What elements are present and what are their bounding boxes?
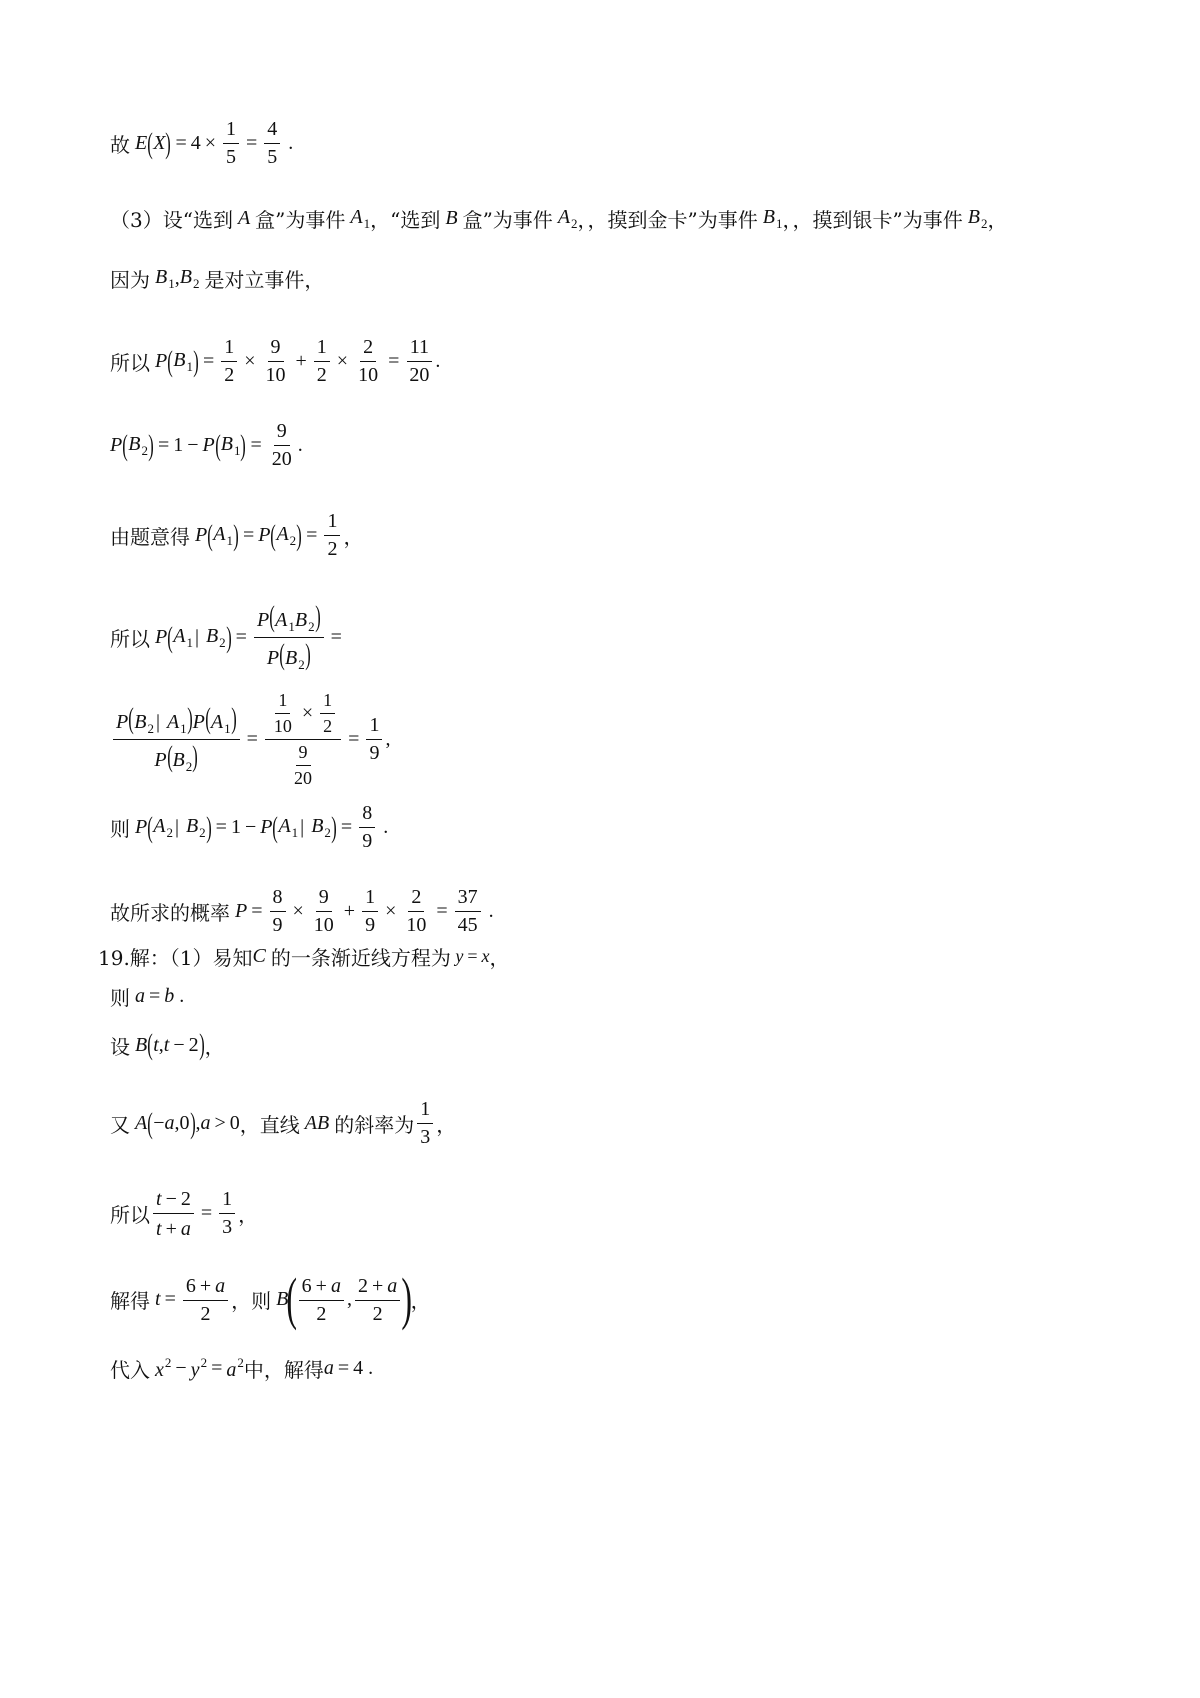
event-definition-line: （3）设“选到 A 盒”为事件 $A_1$ ，“选到 B 盒”为事件 $A_2$ ，，摸到金卡”为事件 $B_1$ ，，摸到银卡”为事件 $B_2$ ， xyxy=(110,205,1008,232)
formula-line-ratio: 所以 $\frac{t - 2}{t + a}$ = $\frac{1}{3}$ ， xyxy=(110,1188,259,1240)
text-segment: 盒”为事件 xyxy=(462,208,553,232)
text-segment: 是对立事件， xyxy=(204,268,325,292)
text-segment: 又 xyxy=(110,1113,130,1137)
formula-line-pa: 由题意得 P ( $A_1$ ) = P ( $A_2$ ) = $\frac{1}{2}$ ， xyxy=(110,510,364,560)
formula-line-set-b: 设 B ( t , t − 2 ) ， xyxy=(110,1028,225,1061)
text-segment: 则 xyxy=(110,986,130,1010)
text-segment: 故所求的概率 xyxy=(110,901,230,925)
text-segment: 因为 xyxy=(110,268,150,292)
text-segment: ， xyxy=(489,946,510,970)
complementary-events-line: 因为 $B_1$ , $B_2$ 是对立事件， xyxy=(110,265,325,292)
text-segment: ，，摸到银卡”为事件 xyxy=(782,208,963,232)
text-segment: 代入 xyxy=(110,1358,150,1382)
text-segment: 由题意得 xyxy=(110,525,190,549)
formula-line-bayes: $\frac{P(B_2 | A_1)P(A_1)}{P(B_2)}$ = $\frac{1}{10}$ × $\frac{1}{2}$ $\frac{9}{20}$ = $\frac{1}{9}$ , xyxy=(110,690,390,789)
text-segment: 中，解得 xyxy=(243,1358,324,1382)
text-segment: ， xyxy=(987,208,1008,232)
formula-line-solve-t: 解得 t = $\frac{6 + a}{2}$ ，则 B ( $\frac{6 + a}{2}$ , $\frac{2 + a}{2}$ ) ， xyxy=(110,1266,431,1331)
text-segment: 的斜率为 xyxy=(334,1113,415,1137)
text-segment: 盒”为事件 xyxy=(255,208,346,232)
formula-line-pb1: 所以 P ( $B_1$ ) = $\frac{1}{2}$ × $\frac{9}{10}$ + $\frac{1}{2}$ × $\frac{2}{10}$ = $\frac{11}{20}$ . xyxy=(110,336,441,386)
formula-line-ex: 故 E ( X ) = 4 × $\frac{1}{5}$ = $\frac{4}{5}$ . xyxy=(110,118,294,168)
text-segment: （3）设“选到 xyxy=(110,208,233,232)
text-segment: ，“选到 xyxy=(370,208,441,232)
formula-line-final-p: 故所求的概率 P = $\frac{8}{9}$ × $\frac{9}{10}$ + $\frac{1}{9}$ × $\frac{2}{10}$ = $\frac{37}{45}$ . xyxy=(110,886,494,936)
text-segment: ，则 xyxy=(231,1288,272,1313)
text-segment: ， xyxy=(436,1113,457,1137)
text-segment: 所以 xyxy=(110,351,150,375)
text-segment: 所以 xyxy=(110,1203,150,1227)
line-prefix: 故 xyxy=(110,133,130,157)
formula-line-pb2: P ( $B_2$ ) = 1 − P ( $B_1$ ) = $\frac{9}{20}$ . xyxy=(110,420,303,470)
formula-line-a-eq-b: 则 a = b . xyxy=(110,982,184,1011)
text-segment: ，，摸到金卡”为事件 xyxy=(577,208,758,232)
text-segment: 的一条渐近线方程为 xyxy=(270,946,451,970)
formula-line-pa2: 则 P ( $A_2$ | $B_2$ ) = 1 − P ( $A_1$ | $B_2$ ) = $\frac{8}{9}$ . xyxy=(110,802,389,852)
formula-line-conditional: 所以 P ( $A_1$ | $B_2$ ) = $\frac{P(A_1B_2)}{P(B_2)}$ = xyxy=(110,600,342,672)
text-segment: 解得 xyxy=(110,1288,150,1313)
text-segment: 则 xyxy=(110,817,130,841)
text-segment: 19.解：（1）易知 xyxy=(98,946,253,970)
text-segment: 设 xyxy=(110,1034,130,1059)
text-segment: 所以 xyxy=(110,627,150,651)
text-segment: ，直线 xyxy=(239,1113,300,1137)
problem-19-heading: 19.解：（1）易知 C 的一条渐近线方程为 y = x ， xyxy=(98,942,510,971)
formula-line-slope: 又 A ( − a ,0 ) , a > 0 ，直线 AB 的斜率为 $\frac{1}{3}$ ， xyxy=(110,1098,457,1148)
formula-line-solve-a: 代入 $x^2$ − $y^2$ = $a^2$ 中，解得 a = 4 . xyxy=(110,1355,374,1382)
